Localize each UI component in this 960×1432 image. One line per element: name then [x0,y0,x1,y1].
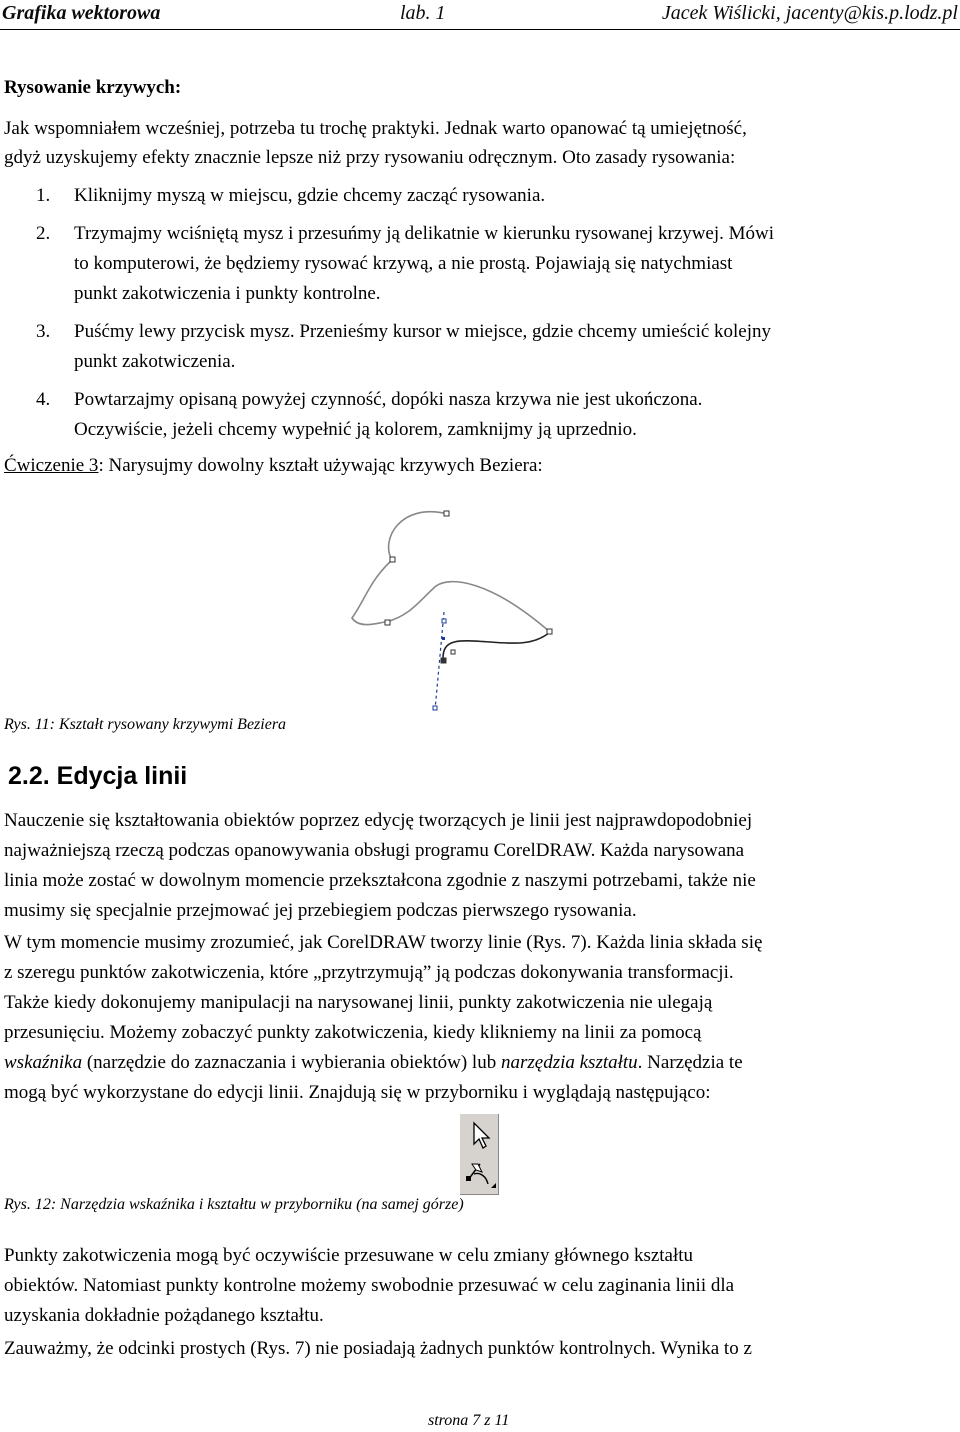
anchor-point [547,629,552,634]
list-item [36,219,956,309]
paragraph-line: mogą być wykorzystane do edycji linii. Znajdują się w przyborniku i wyglądają następująco: [4,1082,711,1103]
intro-line-1: Jak wspomniałem wcześniej, potrzeba tu trochę praktyki. Jednak warto opanować tą umiejętność, [4,118,747,139]
shape-tool-icon [466,1164,488,1184]
anchor-point [385,620,390,625]
figure-caption: Rys. 11: Kształt rysowany krzywymi Beziera [4,716,287,733]
header-title: Grafika wektorowa [2,2,161,24]
step-line: Kliknijmy myszą w miejscu, gdzie chcemy zacząć rysowania. [74,185,546,206]
header-author: Jacek Wiślicki, jacenty@kis.p.lodz.pl [661,2,958,24]
exercise-label: Ćwiczenie 3 [4,455,99,476]
list-item [36,385,956,445]
header-lab: lab. 1 [400,2,446,24]
step-number: 1. [36,185,51,206]
section-title: 2.2. Edycja linii [8,762,188,790]
term-shape-tool: narzędzia kształtu [500,1052,638,1073]
paragraph-line: z szeregu punktów zakotwiczenia, które „przytrzymują” ją podczas dokonywania transformacji. [4,962,734,983]
paragraph-fragment: . Narzędzia te [637,1052,743,1073]
steps-list [36,181,956,445]
paragraph-1 [4,806,956,926]
step-line: Powtarzajmy opisaną powyżej czynność, dopóki nasza krzywa nie jest ukończona. [74,389,703,410]
list-item [36,181,956,211]
anchor-point [390,557,395,562]
step-line: punkt zakotwiczenia. [74,351,236,372]
paragraph-line: Nauczenie się kształtowania obiektów poprzez edycję tworzących je linii jest najprawdopodobniej [4,810,753,831]
pointer-tool-icon [474,1123,489,1148]
exercise-text: : Narysujmy dowolny kształt używając krzywych Beziera: [98,455,543,476]
paragraph-fragment: (narzędzie do zaznaczania i wybierania obiektów) lub [82,1052,501,1073]
paragraph-line: Punkty zakotwiczenia mogą być oczywiście przesuwane w celu zmiany głównego kształtu [4,1245,694,1266]
control-point [442,637,445,640]
paragraph-line: przesunięciu. Możemy zobaczyć punkty zakotwiczenia, kiedy klikniemy na linii za pomocą [4,1022,702,1043]
paragraph-line: linia może zostać w dowolnym momencie przekształcona zgodnie z naszymi potrzebami, także nie [4,870,756,891]
paragraph-line: musimy się specjalnie przejmować jej przebiegiem podczas pierwszego rysowania. [4,900,637,921]
paragraph-line [4,1048,956,1078]
paragraph-line: Także kiedy dokonujemy manipulacji na narysowanej linii, punkty zakotwiczenia nie ulegają [4,992,713,1013]
toolbox-icons [460,1114,498,1194]
step-line: punkt zakotwiczenia i punkty kontrolne. [74,283,381,304]
paragraph-2 [4,928,956,1108]
step-line: Trzymajmy wciśniętą mysz i przesuńmy ją delikatnie w kierunku rysowanej krzywej. Mówi [74,223,775,244]
anchor-point [441,658,446,663]
toolbox-image [460,1114,499,1195]
paragraph-line: uzyskania dokładnie pożądanego kształtu. [4,1305,324,1326]
bezier-curve [352,512,550,632]
anchor-point [451,650,455,654]
list-item [36,317,956,377]
paragraph-3 [4,1241,956,1331]
step-number: 3. [36,321,51,342]
term-pointer: wskaźnika [4,1052,83,1073]
toolbox-caption: Rys. 12: Narzędzia wskaźnika i kształtu w przyborniku (na samej górze) [4,1196,464,1213]
paragraph-line: obiektów. Natomiast punkty kontrolne możemy swobodnie przesuwać w celu zaginania linii dla [4,1275,735,1296]
paragraph-4: Zauważmy, że odcinki prostych (Rys. 7) nie posiadają żadnych punktów kontrolnych. Wynika to z [4,1338,752,1359]
paragraph-line: najważniejszą rzeczą podczas opanowywania obsługi programu CorelDRAW. Każda narysowana [4,840,745,861]
anchor-point [444,511,449,516]
step-line: to komputerowi, że będziemy rysować krzywą, a nie prostą. Pojawiają się natychmiast [74,253,733,274]
step-line: Oczywiście, jeżeli chcemy wypełnić ją kolorem, zamknijmy ją uprzednio. [74,419,637,440]
control-point [433,706,437,710]
control-point [442,619,446,623]
step-number: 2. [36,223,51,244]
paragraph-line: W tym momencie musimy zrozumieć, jak CorelDRAW tworzy linie (Rys. 7). Każda linia składa się [4,932,763,953]
bezier-curve-active [443,632,550,658]
page-number: strona 7 z 11 [428,1412,510,1429]
step-line: Puśćmy lewy przycisk mysz. Przenieśmy kursor w miejsce, gdzie chcemy umieścić kolejny [74,321,772,342]
bezier-figure [340,500,580,712]
intro-line-2: gdyż uzyskujemy efekty znacznie lepsze niż przy rysowaniu odręcznym. Oto zasady rysowania: [4,147,736,168]
header-divider [0,29,960,30]
curves-heading: Rysowanie krzywych: [4,77,182,98]
step-number: 4. [36,389,51,410]
exercise-line [4,451,543,481]
